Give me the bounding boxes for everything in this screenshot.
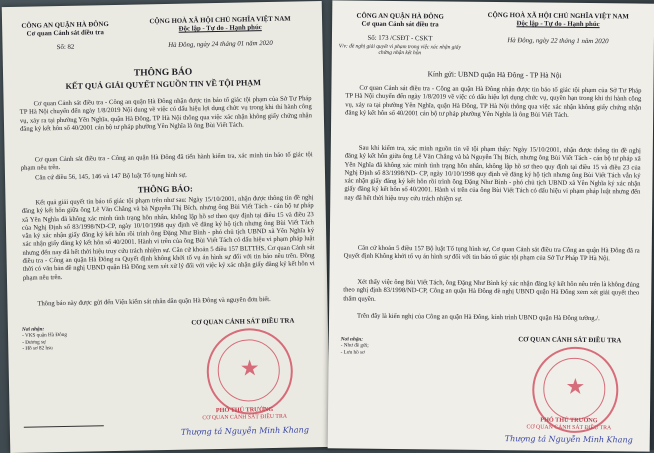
recipients-block <box>341 336 451 356</box>
agency-header <box>336 12 464 57</box>
paragraph-3: Căn cứ điều 56, 145, 146 và 147 Bộ luật Tố tụng hình sự, <box>34 171 187 182</box>
nation-motto: Độc lập - Tự do - Hạnh phúc <box>516 20 600 29</box>
document-date: Hà Đông, ngày 24 tháng 01 năm 2020 <box>168 39 273 49</box>
recipient-item: - Hồ sơ 82 hsu <box>22 345 53 352</box>
recipient-item: - Lưu hồ sơ <box>340 349 365 356</box>
signer-title: CƠ QUAN CẢNH SÁT ĐIỀU TRA <box>518 336 622 345</box>
notice-document-left <box>2 1 331 453</box>
document-number: Số: 173 /CSĐT - CSKT <box>367 34 433 43</box>
stamp-title: PHÓ THỦ TRƯỞNG <box>540 416 598 425</box>
recipient-item: - VKS quận Hà Đông <box>22 332 67 340</box>
recipients-label: Nơi nhận: <box>340 336 364 343</box>
paragraph-5: Trên đây là kiến nghị của Công an quận Hà Đông, kính trình UBND quận Hà Đông tường./. <box>357 312 600 323</box>
agency-header <box>10 21 121 53</box>
stamp-department: CƠ QUAN CẢNH SÁT ĐIỀU TRA <box>526 424 612 432</box>
official-seal: ★ <box>532 346 619 433</box>
recipient-item: - Như đề gửi; <box>340 342 369 350</box>
paragraph-3: Căn cứ khoản 5 điều 157 Bộ luật Tố tụng hình sự, Cơ quan Cảnh sát điều tra Công an quận Hà Đông đã ra Quyết định Không khởi tố vụ án hình sự đối với tin báo tố giác tội phạm của Sở Tư Pháp TP Hà Nội. <box>343 244 640 263</box>
document-date: Hà Đông, ngày 22 tháng 1 năm 2020 <box>507 37 609 46</box>
paragraph-1: Cơ quan Cảnh sát điều tra - Công an quận Hà Đông nhận được tin báo tố giác tội phạm của Sở Tư Pháp TP Hà Nội chuyển đến ngày 1/8/2019 về việc có dấu hiệu lợi dụng chức vụ, quyền hạn trong khi thi hành công vụ, xảy ra tại phường Yên Nghĩa, quận Hà Đông, TP Hà Nội thông qua việc xác nhận không giấy chứng nhận đăng ký kết hôn số 40/2001 cán bộ tư pháp phường Yên Nghĩa là ông Bùi Viết Tách. <box>345 84 642 119</box>
document-number: Số: 82 <box>56 43 75 52</box>
paragraph-2: Sau khi kiểm tra, xác minh nguồn tin về tội phạm thấy: Ngày 15/10/2001, nhận được thông tin đề nghị đăng ký kết hôn giữa ông Lê Văn Chắng và bà Nguyễn Thị Bích, nhưng ông Bùi Viết Tách - cán bộ tư pháp xã Yên Nghĩa đã không xác minh tình trạng hôn nhân, không lập hồ sơ theo quy định tại điều 15 và điều 23 của Nghị Định số 83/1998/ND- CP, ngày 10/10/1998 quy định về đăng ký hộ tịch nhưng ông Bùi Viết Tách vẫn ký xác nhận giấy đăng ký kết hôn rồi trình ông Đặng Như Bình - phó chủ tịch UBND xã Yên Nghĩa ký xác nhận giấy đăng ký kết hôn số 40/2001. Hành vi trên của ông Bùi Viết Tách có dấu hiệu vi phạm pháp luật nhưng đến nay đã hết thời hiệu truy cứu trách nhiệm sự. <box>344 144 641 203</box>
nation-name: CỘNG HOÀ XÃ HỘI CHỦ NGHĨA VIỆT NAM <box>487 11 629 21</box>
paragraph-4: Xét thấy việc ông Bùi Viết Tách, ông Đặng Như Bình ký xác nhận đăng ký kết hôn nêu trên là không đúng theo nghị định 83/1998/ND-CP, Công an quận Hà Đông đề nghị UBND quận Hà Đông xem xét giải quyết theo thẩm quyền. <box>343 278 640 303</box>
agency-department: Cơ quan Cảnh sát điều tra <box>26 29 104 38</box>
agency-name: CÔNG AN QUẬN HÀ ĐÔNG <box>356 12 444 21</box>
addressee: Kính gửi: UBND quận Hà Đông - TP Hà Nội <box>427 69 562 80</box>
agency-name: CÔNG AN QUẬN HÀ ĐÔNG <box>21 21 109 30</box>
recommendation-document-right <box>328 0 654 451</box>
recipients-block <box>22 325 132 353</box>
paragraph-4: Kết quả giải quyết tin báo tố giác tội phạm trên như sau: Ngày 15/10/2001, nhận được thông tin đề nghị đăng ký kết hôn giữa ông Lê Văn Chắng và bà Nguyễn Thị Bích, nhưng ông Bùi Viết Tách - cán bộ tư pháp xã Yên Nghĩa đã không xác minh tình trạng hôn nhân, không lập hồ sơ theo quy định tại điều 15 và điều 23 của Nghị Định số 83/1998/ND-CP, ngày 10/10/1998 quy định về đăng ký hộ tịch nhưng ông Bùi Viết Tách vẫn ký xác nhận giấy đăng ký kết hôn rồi trình ông Đặng Như Bình - phó chủ tịch UBND xã Yên Nghĩa ký xác nhận giấy đăng ký kết hôn số 40/2001. Hành vi trên của ông Bùi Viết Tách có dấu hiệu vi phạm pháp luật nhưng đến nay đã hết thời hiệu truy cứu trách nhiệm sự. Căn cứ khoản 5 điều 157 BLTTHS, Cơ quan Cảnh sát điều tra - Công an quận Hà Đông ra Quyết định không khởi tố vụ án hình sự đối với tin báo nêu trên. Đồng thời có văn bản đề nghị UBND quận Hà Đông xem xét xử lý đối với việc ký xác nhận giấy đăng ký kết hôn vi phạm nêu trên. <box>21 194 315 282</box>
signer-title: CƠ QUAN CẢNH SÁT ĐIỀU TRA <box>191 317 295 327</box>
official-seal: ★ <box>206 328 294 416</box>
stamp-department: CƠ QUAN CẢNH SÁT ĐIỀU TRA <box>202 413 288 422</box>
nation-name: CỘNG HOÀ XÃ HỘI CHỦ NGHĨA VIỆT NAM <box>149 15 291 26</box>
paragraph-1: Cơ quan Cảnh sát điều tra - Công an quận Hà Đông nhận được tin báo tố giác tội phạm của Sở Tư Pháp TP Hà Nội chuyển đến ngày 1/8/2019 Nội dung về việc có dấu hiệu lợi dụng chức vụ trong khi thi hành công vụ, xảy ra tại phường Yên Nghĩa, quận Hà Đông, TP Hà Nội thông qua việc xác nhận không giấy chứng nhận đăng ký kết hôn số 40/2001 cán bộ tư pháp phường Yên Nghĩa là ông Bùi Viết Tách. <box>19 95 312 133</box>
document-subtitle: KẾT QUẢ GIẢI QUYẾT NGUỒN TIN VỀ TỘI PHẠM <box>65 78 261 91</box>
nation-header <box>464 12 652 47</box>
recipient-item: - Đương sự <box>22 339 46 346</box>
nation-motto: Độc lập - Tự do - Hạnh phúc <box>178 24 262 33</box>
signature-name: Thượng tá Nguyễn Minh Khang <box>180 425 309 437</box>
notice-heading: THÔNG BÁO: <box>137 183 193 195</box>
stamp-title: PHÓ THỦ TRƯỞNG <box>215 405 274 415</box>
document-subject: V/v: đề nghị giải quyết vi phạm trong việc xác nhận giấy chứng nhận kết hôn <box>338 43 461 57</box>
agency-department: Cơ quan Cảnh sát điều tra <box>361 20 439 29</box>
paragraph-2: Cơ quan Cảnh sát điều tra - Công an quận Hà Đông đã tiến hành kiểm tra, xác minh tin báo tố giác tội phạm nêu trên. <box>20 151 313 173</box>
signature-name: Thượng tá Nguyễn Minh Khang <box>504 434 633 445</box>
paragraph-5: Thông báo này được gửi đến Viện kiểm sát nhân dân quận Hà Đông và nguyên đơn biết. <box>37 296 271 308</box>
nation-header <box>122 15 319 51</box>
recipients-label: Nơi nhận: <box>21 326 45 333</box>
document-title: THÔNG BÁO <box>133 67 193 79</box>
footnote-divider <box>24 425 104 428</box>
